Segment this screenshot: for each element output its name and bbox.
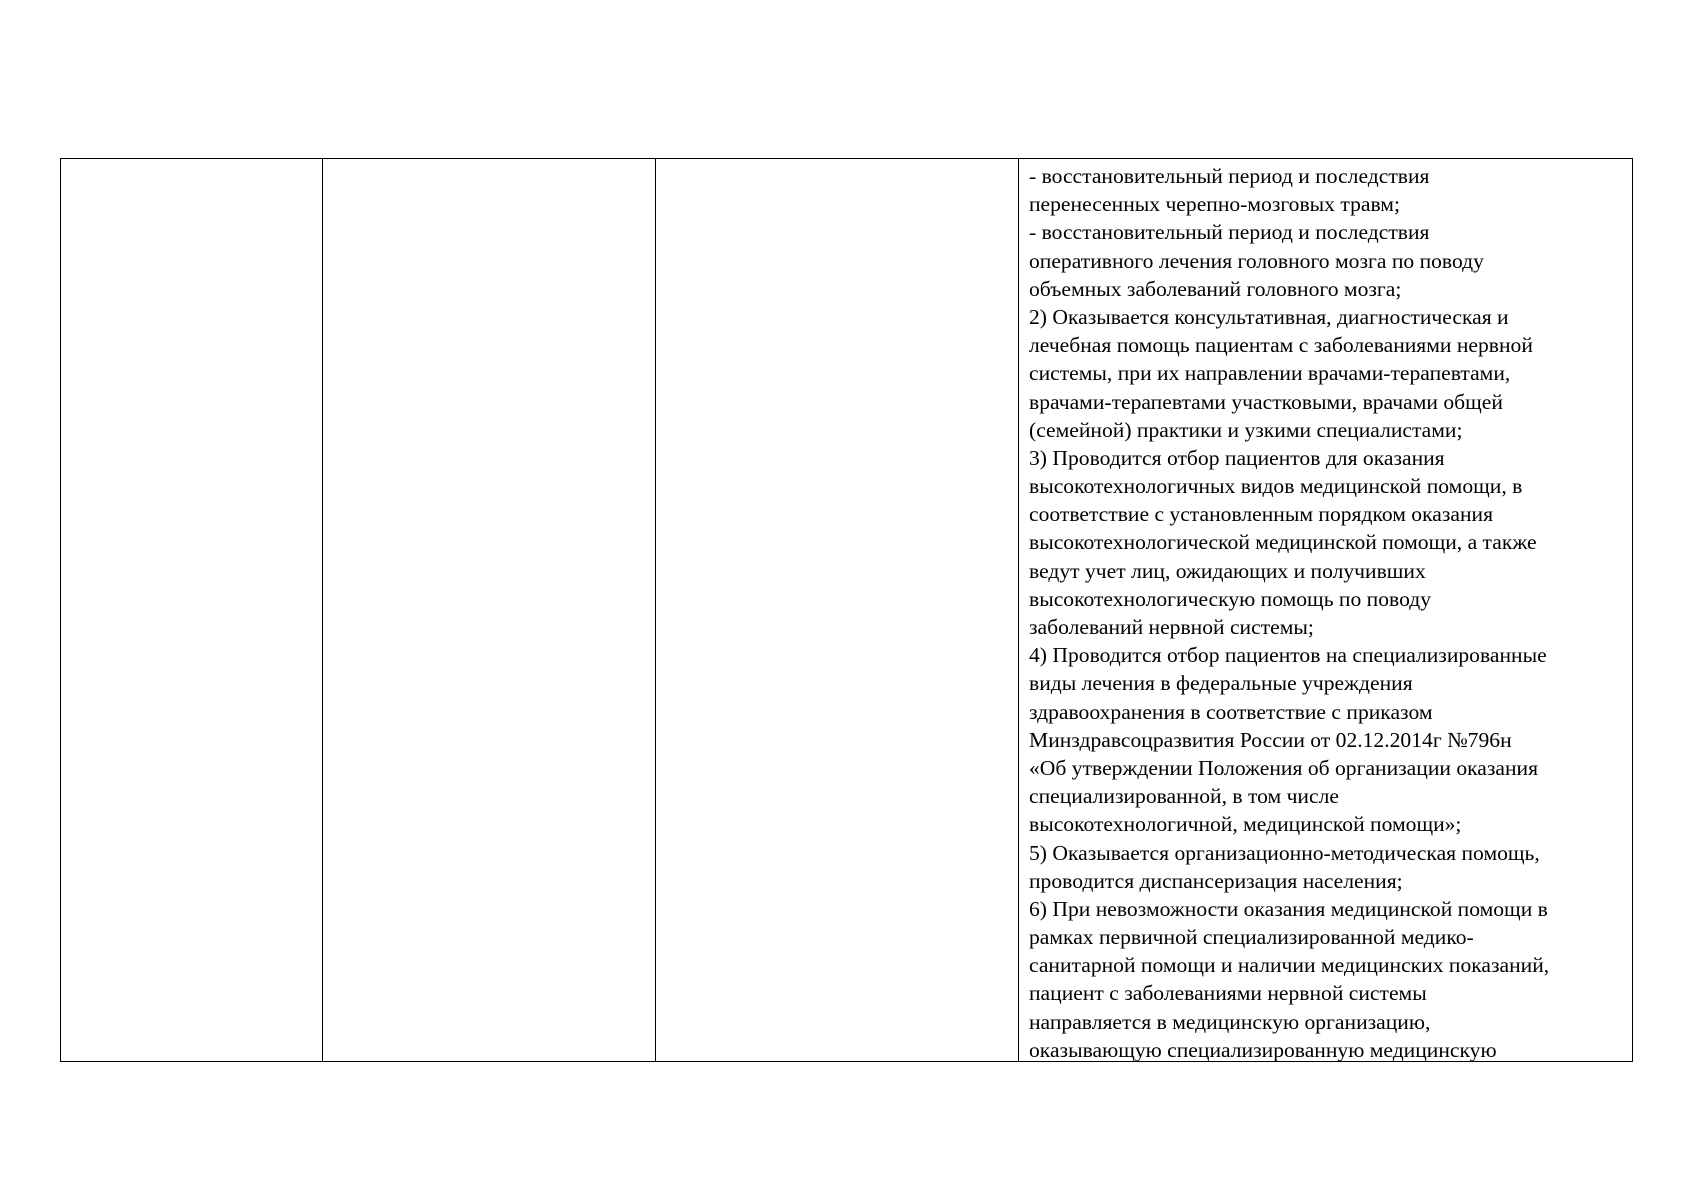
text-line: виды лечения в федеральные учреждения (1029, 671, 1413, 696)
text-line: заболеваний нервной системы; (1029, 615, 1314, 639)
text-line: ведут учет лиц, ожидающих и получивших (1029, 558, 1426, 583)
text-line: «Об утверждении Положения об организации оказания (1029, 755, 1539, 780)
document-table (60, 158, 1633, 1062)
text-line: 4) Проводится отбор пациентов на специализированные (1029, 643, 1547, 668)
text-line: высокотехнологичных видов медицинской помощи, в (1029, 474, 1523, 499)
column-divider-2 (655, 159, 656, 1061)
text-line: высокотехнологическую помощь по поводу (1029, 586, 1432, 611)
column-divider-3 (1018, 159, 1019, 1061)
text-line: 2) Оказывается консультативная, диагностическая и (1029, 304, 1509, 329)
text-line: лечебная помощь пациентам с заболеваниями нервной (1029, 333, 1533, 358)
text-line: соответствие с установленным порядком оказания (1029, 502, 1494, 527)
text-line: пациент с заболеваниями нервной системы (1029, 981, 1427, 1006)
text-line: 3) Проводится отбор пациентов для оказания (1029, 445, 1445, 470)
text-line: - восстановительный период и последствия (1029, 220, 1430, 245)
text-line: специализированной, в том числе (1029, 784, 1339, 809)
text-line: высокотехнологичной, медицинской помощи»; (1029, 812, 1462, 837)
text-line: врачами-терапевтами участковыми, врачами общей (1029, 389, 1503, 414)
text-line: проводится диспансеризация населения; (1029, 868, 1403, 893)
text-line: направляется в медицинскую организацию, (1029, 1009, 1431, 1034)
text-line: здравоохранения в соответствие с приказом (1029, 699, 1433, 724)
text-line: - восстановительный период и последствия (1029, 164, 1430, 188)
column-divider-1 (322, 159, 323, 1061)
text-line: 6) При невозможности оказания медицинской помощи в (1029, 896, 1548, 921)
text-line: Минздравсоцразвития России от 02.12.2014г №796н (1029, 727, 1512, 752)
text-line: рамках первичной специализированной медико- (1029, 925, 1474, 950)
text-line: объемных заболеваний головного мозга; (1029, 276, 1402, 301)
text-line: 5) Оказывается организационно-методическая помощь, (1029, 840, 1540, 865)
text-line: оперативного лечения головного мозга по поводу (1029, 248, 1484, 273)
text-line: системы, при их направлении врачами-терапевтами, (1029, 361, 1511, 386)
text-line: оказывающую специализированную медицинскую (1029, 1037, 1497, 1062)
table-cell-right-text (1029, 162, 1629, 1062)
text-line: перенесенных черепно-мозговых травм; (1029, 192, 1400, 217)
text-line: высокотехнологической медицинской помощи, а также (1029, 530, 1537, 555)
text-line: (семейной) практики и узкими специалистами; (1029, 417, 1463, 442)
text-line: санитарной помощи и наличии медицинских показаний, (1029, 953, 1550, 978)
